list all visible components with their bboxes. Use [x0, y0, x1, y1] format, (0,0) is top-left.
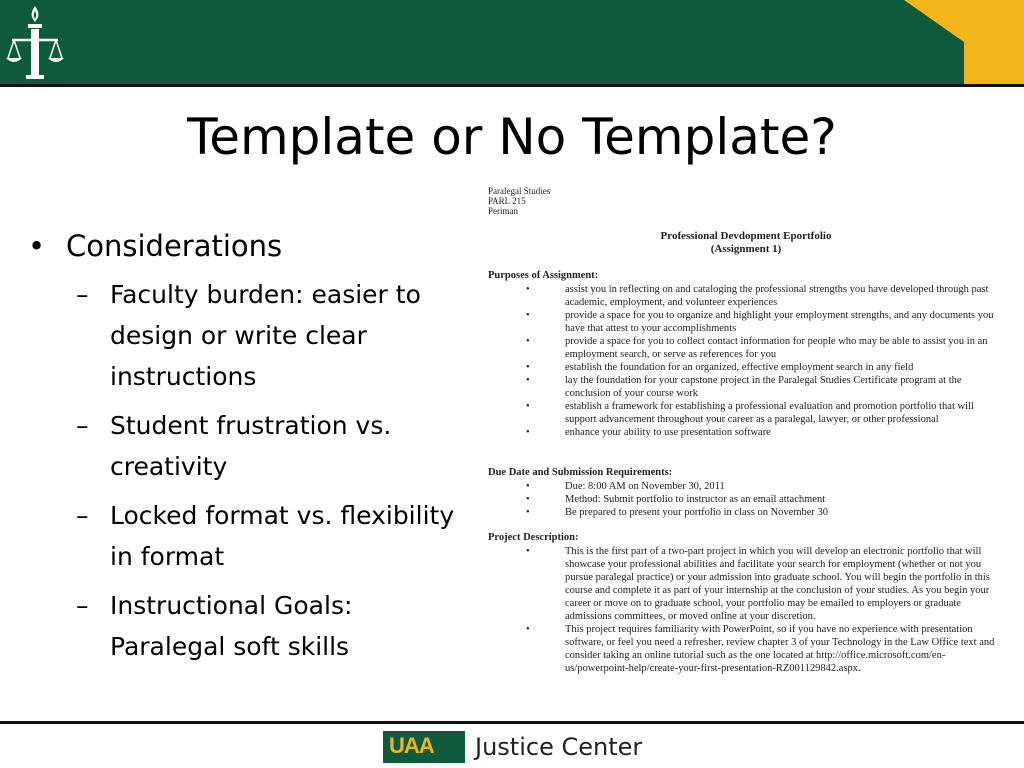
bullet-dot: •: [526, 546, 530, 557]
sub-bullet-text: Student frustration vs. creativity: [110, 411, 392, 481]
bullet-text: Considerations: [66, 229, 283, 263]
list-item: [486, 480, 1006, 493]
list-item-text: Be prepared to present your portfolio in class on November 30: [565, 507, 829, 518]
assignment-document-image: [486, 184, 1006, 719]
sub-bullet-text: Faculty burden: easier to design or write clear instructions: [110, 280, 421, 391]
bullet-dot: •: [526, 624, 530, 635]
sub-bullet-text: Instructional Goals: Paralegal soft skills: [110, 591, 353, 661]
list-item: [486, 283, 1006, 309]
course-program: Paralegal Studies: [488, 186, 551, 196]
bullet-dot: •: [526, 494, 530, 505]
purposes-heading: Purposes of Assignment:: [488, 270, 599, 281]
list-item-text: enhance your ability to use presentation software: [565, 427, 771, 438]
bullet-dot: •: [28, 229, 46, 263]
header-gold-diagonal: [904, 0, 1024, 84]
bullet-dot: •: [526, 336, 530, 347]
dash-marker: –: [76, 501, 89, 530]
list-item-text: establish the foundation for an organized, effective employment search in any field: [565, 362, 914, 373]
slide-title: Template or No Template?: [187, 108, 837, 166]
dash-marker: –: [76, 280, 89, 309]
list-item-text: establish a framework for establishing a professional evaluation and promotion portfolio that will support advancement throughout your career as a paralegal, lawyer, or other professional: [565, 401, 974, 425]
list-item: [486, 426, 1006, 439]
header-bar: [0, 0, 1024, 84]
purposes-list: [486, 283, 1006, 439]
list-item: [486, 361, 1006, 374]
footer-divider: [0, 721, 1024, 724]
bullet-item: [28, 226, 468, 266]
list-item-text: provide a space for you to organize and highlight your employment strengths, and any documents you have that attest to your accomplishments: [565, 310, 994, 334]
sub-bullet-item: [28, 585, 468, 667]
due-heading: Due Date and Submission Requirements:: [488, 467, 673, 478]
bullet-list: [28, 226, 468, 675]
sub-bullet-item: [28, 495, 468, 577]
document-title: [486, 230, 1006, 256]
scales-of-justice-logo-icon: [4, 2, 66, 82]
document-header: [488, 186, 550, 216]
dash-marker: –: [76, 591, 89, 620]
uaa-logo: [383, 731, 465, 763]
bullet-dot: •: [526, 284, 530, 295]
list-item-text: This project requires familiarity with PowerPoint, so if you have no experience with presentation software, or feel you need a refresher, review chapter 3 of your Technology in the Law Office text and consider taking an online tutorial such as the one located at http://office.microsoft.com/en-us/powerpoint-help/create-your-first-presentation-RZ001129842.aspx.: [565, 624, 995, 674]
bullet-dot: •: [526, 310, 530, 321]
list-item-text: assist you in reflecting on and cataloging the professional strengths you have developed through past academic, employment, and volunteer experiences: [565, 284, 989, 308]
list-item-text: Due: 8:00 AM on November 30, 2011: [565, 481, 725, 492]
list-item: [486, 335, 1006, 361]
list-item: [486, 506, 1006, 519]
dash-marker: –: [76, 411, 89, 440]
uaa-logo-text: UAA: [389, 733, 434, 758]
document-title-line1: Professional Devdopment Eportfolio: [660, 230, 832, 242]
bullet-dot: •: [526, 507, 530, 518]
instructor-name: Periman: [488, 206, 518, 216]
bullet-dot: •: [526, 362, 530, 373]
list-item: [486, 374, 1006, 400]
list-item-text: provide a space for you to collect contact information for people who may be able to assist you in an employment search, or serve as references for you: [565, 336, 988, 360]
sub-bullet-text: Locked format vs. flexibility in format: [110, 501, 455, 571]
list-item: [486, 623, 1006, 675]
project-heading: Project Description:: [488, 532, 579, 543]
footer-org-name: Justice Center: [475, 733, 643, 761]
sub-bullet-item: [28, 405, 468, 487]
bullet-dot: •: [526, 427, 530, 438]
due-list: [486, 480, 1006, 519]
footer: [383, 731, 642, 763]
bullet-dot: •: [526, 375, 530, 386]
list-item: [486, 309, 1006, 335]
list-item: [486, 400, 1006, 426]
bullet-dot: •: [526, 481, 530, 492]
header-divider: [0, 84, 1024, 87]
list-item: [486, 493, 1006, 506]
list-item: [486, 545, 1006, 623]
list-item-text: This is the first part of a two-part project in which you will develop an electronic portfolio that will showcase your professional abilities and facilitate your search for employment (whether or not you pursue paralegal practice) or your admission into graduate school. You will begin the portfolio in this course and complete it as part of your internship at the conclusion of your studies. As you begin your career or move on to graduate school, your portfolio may be emailed to employers or graduate admissions committees, or moved online at your discretion.: [565, 546, 990, 622]
project-list: [486, 545, 1006, 675]
list-item-text: lay the foundation for your capstone project in the Paralegal Studies Certificate program at the conclusion of your course work: [565, 375, 962, 399]
sub-bullet-item: [28, 274, 468, 397]
document-title-line2: (Assignment 1): [710, 243, 782, 255]
list-item-text: Method: Submit portfolio to instructor as an email attachment: [565, 494, 826, 505]
course-code: PARL 215: [488, 196, 526, 206]
bullet-dot: •: [526, 401, 530, 412]
